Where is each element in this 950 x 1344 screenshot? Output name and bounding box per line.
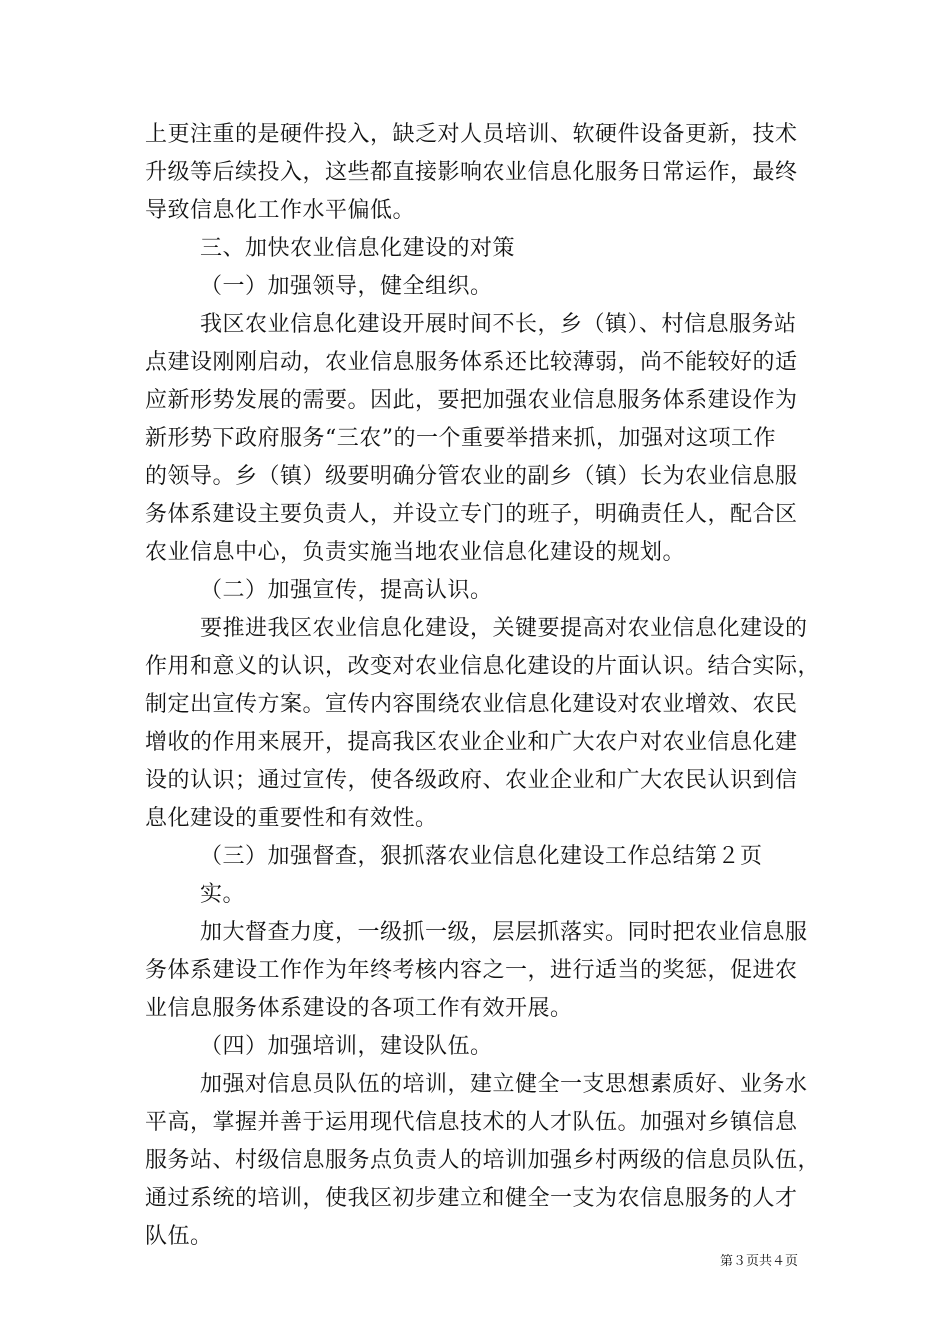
body-line: 平高，掌握并善于运用现代信息技术的人才队伍。加强对乡镇信息 [145, 1110, 798, 1135]
body-line: 升级等后续投入，这些都直接影响农业信息化服务日常运作，最终 [145, 160, 798, 185]
body-line: 导致信息化工作水平偏低。 [145, 198, 416, 223]
section-heading: 三、加快农业信息化建设的对策 [200, 236, 516, 261]
body-line: 上更注重的是硬件投入，缺乏对人员培训、软硬件设备更新，技术 [145, 122, 798, 147]
subsection-heading: （四）加强培训，建设队伍。 [200, 1034, 493, 1059]
body-line: 要推进我区农业信息化建设，关键要提高对农业信息化建设的 [200, 616, 808, 641]
page-footer: 第３页共４页 [720, 1254, 799, 1269]
body-line: 业信息服务体系建设的各项工作有效开展。 [145, 996, 573, 1021]
body-line: 设的认识；通过宣传，使各级政府、农业企业和广大农民认识到信 [145, 768, 798, 793]
body-line: 制定出宣传方案。宣传内容围绕农业信息化建设对农业增效、农民 [145, 692, 798, 717]
body-line: 作用和意义的认识，改变对农业信息化建设的片面认识。结合实际， [145, 654, 821, 679]
body-line: 应新形势发展的需要。因此，要把加强农业信息服务体系建设作为 [145, 388, 798, 413]
body-line: 我区农业信息化建设开展时间不长，乡（镇）、村信息服务站 [200, 312, 797, 337]
body-line: 务体系建设工作作为年终考核内容之一，进行适当的奖惩，促进农 [145, 958, 798, 983]
body-line: 服务站、村级信息服务点负责人的培训加强乡村两级的信息员队伍， [145, 1148, 821, 1173]
body-line: 务体系建设主要负责人，并设立专门的班子，明确责任人，配合区 [145, 502, 798, 527]
body-line: 息化建设的重要性和有效性。 [145, 806, 438, 831]
body-line: 新形势下政府服务“三农”的一个重要举措来抓，加强对这项工作 [145, 426, 776, 451]
subsection-heading: （三）加强督查，狠抓落农业信息化建设工作总结第２页 [200, 844, 763, 869]
body-line: 的领导。乡（镇）级要明确分管农业的副乡（镇）长为农业信息服 [145, 464, 798, 489]
subsection-heading: （一）加强领导，健全组织。 [200, 274, 493, 299]
body-line: 队伍。 [145, 1224, 213, 1249]
body-line: 增收的作用来展开，提高我区农业企业和广大农户对农业信息化建 [145, 730, 798, 755]
body-line: 实。 [200, 882, 246, 907]
body-line: 加强对信息员队伍的培训，建立健全一支思想素质好、业务水 [200, 1072, 808, 1097]
body-line: 点建设刚刚启动，农业信息服务体系还比较薄弱，尚不能较好的适 [145, 350, 798, 375]
body-line: 农业信息中心，负责实施当地农业信息化建设的规划。 [145, 540, 686, 565]
body-line: 加大督查力度，一级抓一级，层层抓落实。同时把农业信息服 [200, 920, 808, 945]
subsection-heading: （二）加强宣传，提高认识。 [200, 578, 493, 603]
body-line: 通过系统的培训，使我区初步建立和健全一支为农信息服务的人才 [145, 1186, 798, 1211]
